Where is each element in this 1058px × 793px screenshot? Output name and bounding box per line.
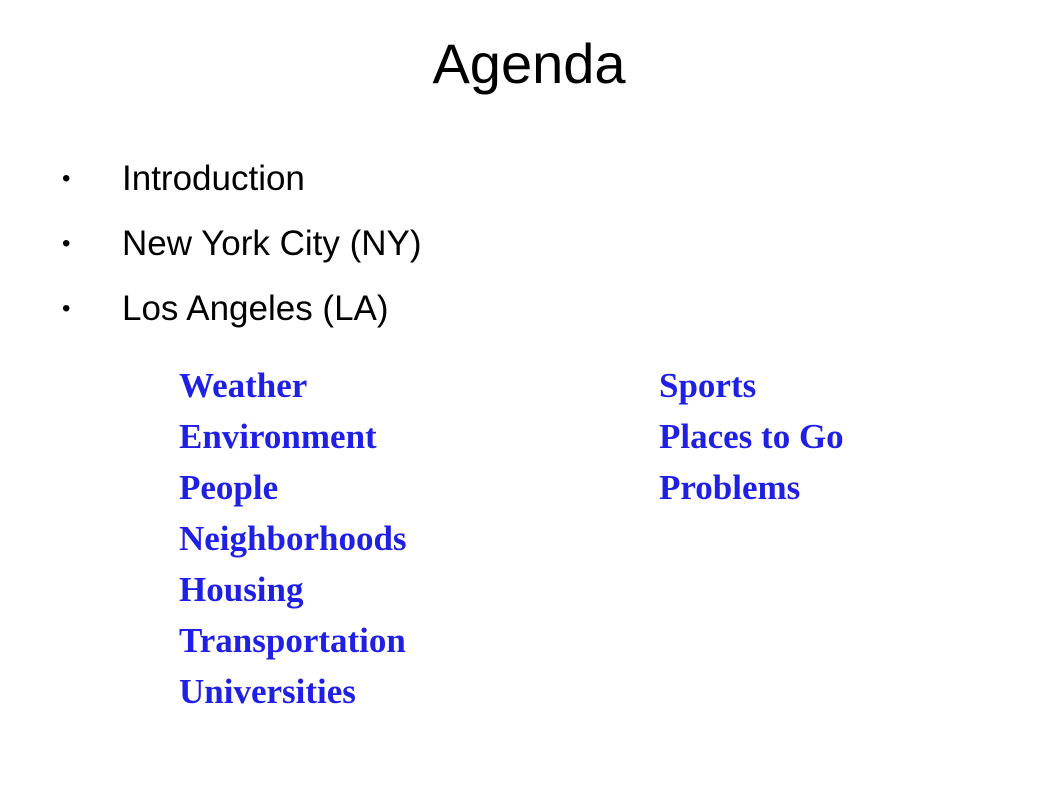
agenda-bullet-list [62,146,422,341]
topic-people: People [179,468,279,507]
topic-sports: Sports [659,366,757,405]
bullet-label: Los Angeles (LA) [122,288,389,328]
topic-list-left [179,360,407,717]
bullet-label: Introduction [122,158,305,198]
topic-environment: Environment [179,417,377,456]
bullet-item-los-angeles [62,276,422,341]
topic-neighborhoods: Neighborhoods [179,519,407,558]
slide-title: Agenda [432,32,626,95]
bullet-item-introduction [62,146,422,211]
bullet-dot-icon: • [62,294,71,322]
topic-universities: Universities [179,672,356,711]
topic-transportation: Transportation [179,621,406,660]
topic-weather: Weather [179,366,308,405]
bullet-label: New York City (NY) [122,223,422,263]
topic-places-to-go: Places to Go [659,417,844,456]
topic-list-right [659,360,844,513]
topic-problems: Problems [659,468,801,507]
bullet-dot-icon: • [62,164,71,192]
bullet-item-new-york [62,211,422,276]
topic-housing: Housing [179,570,304,609]
bullet-dot-icon: • [62,229,71,257]
